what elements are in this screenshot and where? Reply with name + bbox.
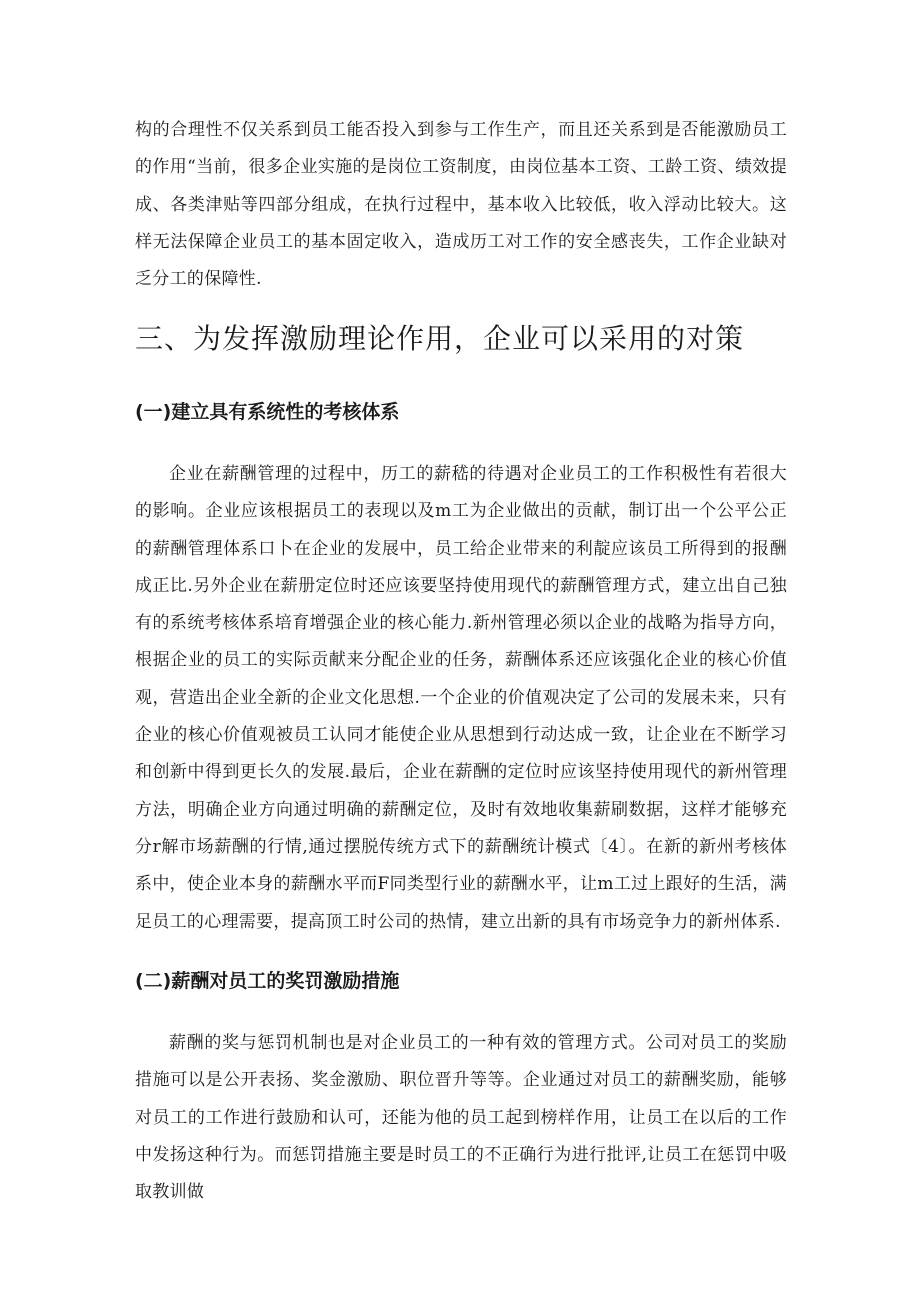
intro-paragraph: 构的合理性不仅关系到员工能否投入到参与工作生产，而且还关系到是否能激励员工的作用“当前，很多企业实施的是岗位工资制度，由岗位基本工资、工龄工资、绩效提成、各类津贴等四部分组成，在执行过程中，基本收入比较低，收入浮动比较大。这样无法保障企业员工的基本固定收入，造成历工对工作的安全感丧失，工作企业缺对乏分工的保障性. (135, 120, 787, 290)
section-heading: 三、为发挥激励理论作用，企业可以采用的对策 (135, 322, 745, 355)
subsection-2-paragraph: 薪酬的奖与惩罚机制也是对企业员工的一种有效的管理方式。公司对员工的奖励措施可以是公开表扬、奖金激励、职位晋升等等。企业通过对员工的薪酬奖励，能够对员工的工作进行鼓励和认可，还能为他的员工起到榜样作用，让员工在以后的工作中发扬这种行为。而惩罚措施主要是时员工的不正确行为进行批评,让员工在惩罚中吸取教训做 (135, 1033, 787, 1203)
subsection-1-paragraph: 企业在薪酬管理的过程中，历工的薪嵇的待遇对企业员工的工作积极性有若很大的影响。企业应该根据员工的表现以及m工为企业做出的贡献，制订出一个公平公正的薪酬管理体系口卜在企业的发展中，员工给企业带来的利靛应该员工所得到的报酬成正比.另外企业在薪册定位时还应该要坚持使用现代的薪酬管理方式，建立出自己独有的系统考核体系培育增强企业的核心能力.新州管理必须以企业的战略为指导方向，根据企业的员工的实际贡献来分配企业的任务，薪酬体系还应该强化企业的核心价值观，营造出企业全新的企业文化思想.一个企业的价值观决定了公司的发展未来，只有企业的核心价值观被员工认同才能使企业从思想到行动达成一致，让企业在不断学习和创新中得到更长久的发展.最后，企业在薪酬的定位时应该坚持使用现代的新州管理方法，明确企业方向通过明确的薪酬定位，及时有效地收集薪刷数据，这样才能够充分r解市场薪酬的行情,通过摆脱传统方式下的薪酬统计模式〔4〕。在新的新州考核体系中，使企业本身的薪酬水平而F同类型行业的薪酬水平，让m工过上跟好的生活，满足员工的心理需要，提高顶工时公司的热情，建立出新的具有市场竞争力的新州体系. (135, 464, 787, 932)
subsection-1-heading: (一)建立具有系统性的考核体系 (135, 401, 400, 423)
subsection-2-heading: (二)薪酬对员工的奖罚激励措施 (135, 970, 400, 992)
